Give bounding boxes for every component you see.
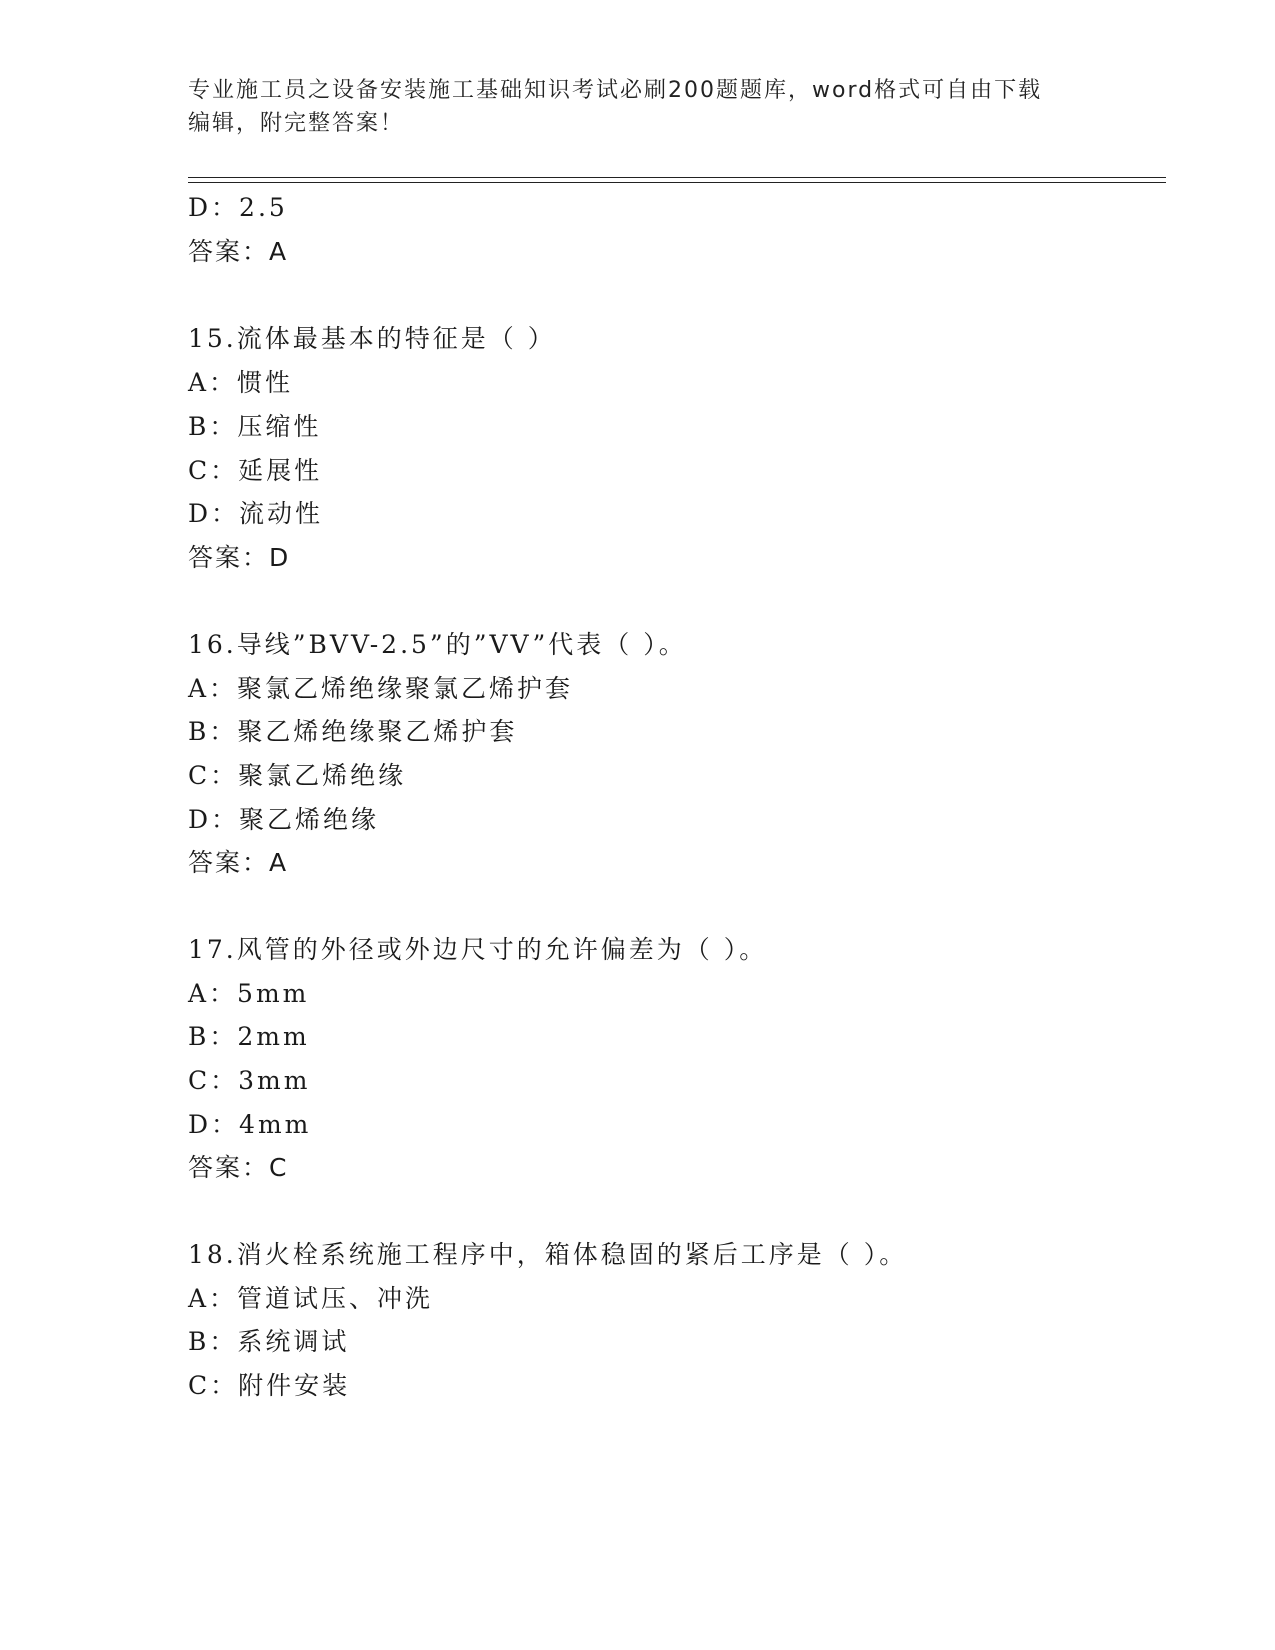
q17-answer: 答案：C [188, 1153, 289, 1182]
header-title-line2: 编辑，附完整答案！ [188, 111, 405, 136]
q17-option-a: A：5mm [188, 979, 310, 1008]
q17-option-d: D：4mm [188, 1110, 312, 1139]
q17-stem: 17.风管的外径或外边尺寸的允许偏差为（ ）。 [188, 935, 768, 964]
q15-stem: 15.流体最基本的特征是（ ） [188, 324, 556, 353]
q17-option-b: B：2mm [188, 1022, 310, 1051]
q17-option-c: C：3mm [188, 1066, 311, 1095]
q18-option-b: B：系统调试 [188, 1327, 350, 1356]
q15-option-c: C：延展性 [188, 456, 323, 485]
q16-option-d: D：聚乙烯绝缘 [188, 805, 380, 834]
q15-option-b: B：压缩性 [188, 412, 322, 441]
q16-option-b: B：聚乙烯绝缘聚乙烯护套 [188, 717, 518, 746]
header-title-line1: 专业施工员之设备安装施工基础知识考试必刷200题题库，word格式可自由下载 [188, 78, 1043, 103]
q15-option-a: A：惯性 [188, 368, 294, 397]
header-divider-top [188, 177, 1166, 178]
q16-option-c: C：聚氯乙烯绝缘 [188, 761, 407, 790]
q18-stem: 18.消火栓系统施工程序中，箱体稳固的紧后工序是（ ）。 [188, 1240, 908, 1269]
q15-answer: 答案：D [188, 543, 291, 572]
q18-option-a: A：管道试压、冲洗 [188, 1284, 434, 1313]
q18-option-c: C：附件安装 [188, 1371, 351, 1400]
document-header [188, 74, 1088, 140]
header-divider-bottom [188, 182, 1166, 183]
q15-option-d: D：流动性 [188, 499, 324, 528]
q16-answer: 答案：A [188, 848, 289, 877]
q16-option-a: A：聚氯乙烯绝缘聚氯乙烯护套 [188, 674, 574, 703]
q16-stem: 16.导线”BVV-2.5”的”VV”代表（ ）。 [188, 630, 687, 659]
prev-answer: 答案：A [188, 237, 289, 266]
prev-option-d: D：2.5 [188, 193, 288, 222]
